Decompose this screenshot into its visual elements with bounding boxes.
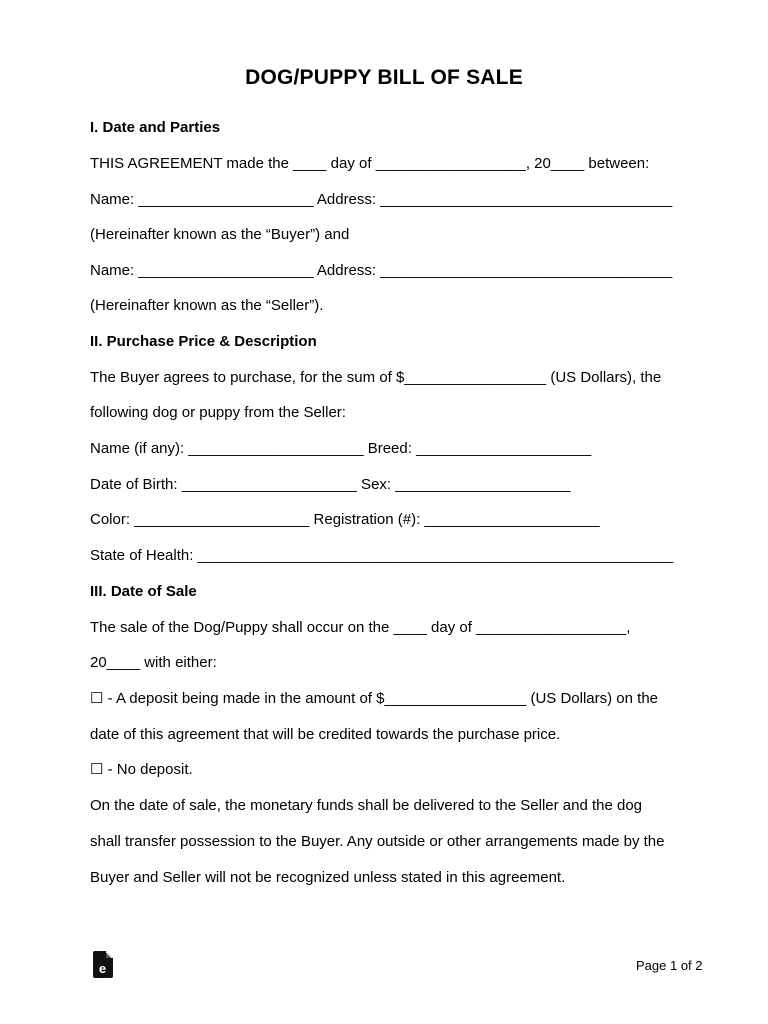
svg-text:e: e [98, 961, 107, 976]
dog-birth-sex-line: Date of Birth: _____________________ Sex: _____________________ [90, 476, 571, 493]
dog-color-registration-line: Color: _____________________ Registration (#): _____________________ [90, 511, 600, 528]
seller-designation-line: (Hereinafter known as the “Seller”). [90, 297, 324, 314]
sale-terms-line-1: On the date of sale, the monetary funds shall be delivered to the Seller and the dog [90, 797, 643, 814]
seller-name-address-line: Name: _____________________ Address: ___________________________________ [90, 262, 673, 279]
purchase-description-line: following dog or puppy from the Seller: [90, 404, 346, 421]
sale-terms-line-2: shall transfer possession to the Buyer. Any outside or other arrangements made by the [90, 833, 665, 850]
deposit-option-continuation-line: date of this agreement that will be credited towards the purchase price. [90, 726, 561, 743]
sale-terms-line-3: Buyer and Seller will not be recognized unless stated in this agreement. [90, 869, 566, 886]
buyer-designation-line: (Hereinafter known as the “Buyer”) and [90, 226, 350, 243]
sale-date-line: The sale of the Dog/Puppy shall occur on the ____ day of __________________, [90, 619, 631, 636]
section-heading-date-and-parties: I. Date and Parties [90, 119, 221, 136]
page-number: Page 1 of 2 [636, 958, 703, 973]
sale-year-line: 20____ with either: [90, 654, 217, 671]
buyer-name-address-line: Name: _____________________ Address: ___________________________________ [90, 191, 673, 208]
section-heading-date-of-sale: III. Date of Sale [90, 583, 197, 600]
dog-health-line: State of Health: _________________________________________________________ [90, 547, 674, 564]
eforms-logo-icon [93, 951, 113, 978]
purchase-sum-line: The Buyer agrees to purchase, for the sum of $_________________ (US Dollars), the [90, 369, 662, 386]
agreement-date-line: THIS AGREEMENT made the ____ day of __________________, 20____ between: [90, 155, 650, 172]
deposit-option-line: ☐ - A deposit being made in the amount of $_________________ (US Dollars) on the [90, 690, 659, 707]
no-deposit-option-line: ☐ - No deposit. [90, 761, 193, 778]
document-title: DOG/PUPPY BILL OF SALE [245, 66, 523, 89]
dog-name-breed-line: Name (if any): _____________________ Breed: _____________________ [90, 440, 592, 457]
section-heading-purchase-price: II. Purchase Price & Description [90, 333, 317, 350]
